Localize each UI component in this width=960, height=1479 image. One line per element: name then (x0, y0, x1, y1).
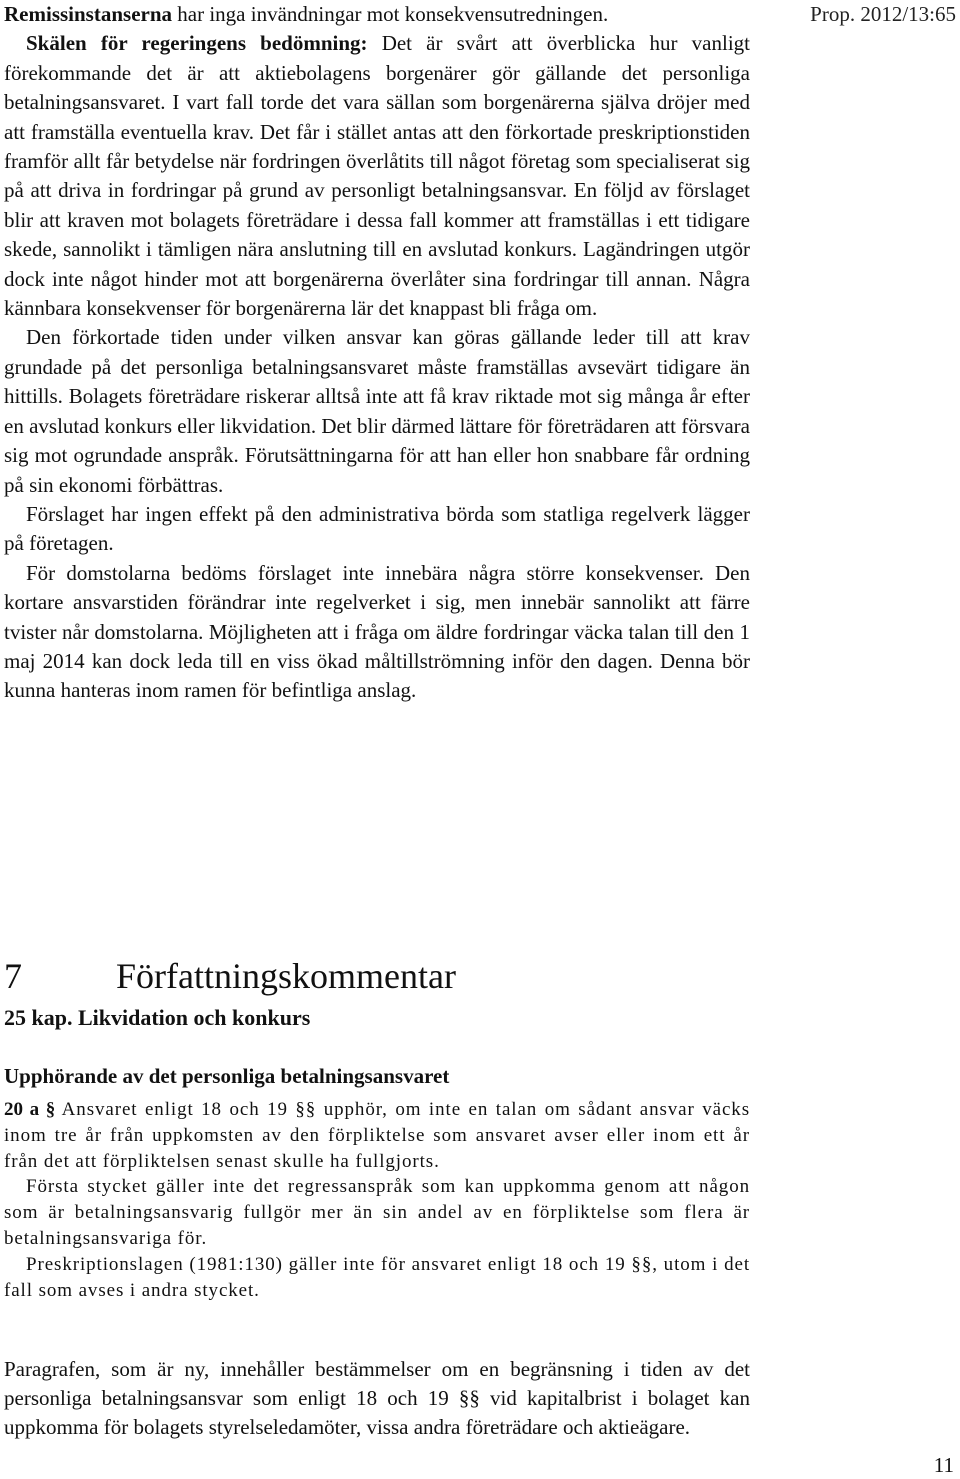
paragraph-lead-label: Skälen för regeringens bedömning: (26, 31, 368, 56)
chapter-number: 7 (4, 956, 22, 997)
statute-paragraph-1 (4, 1097, 750, 1174)
chapter-heading (4, 954, 750, 998)
paragraph-shortened-time: Den förkortade tiden under vilken ansvar kan göras gällande leder till att krav grundade på det personliga betalningsansvaret måste framställas avsevärt tidigare än hittills. Bolagets företrädare riskerar alltså inte att få krav riktade mot sig många år efter en avslutad konkurs eller likvidation. Det blir därmed lättare för företrädaren att försvara sig mot ogrundade anspråk. Förutsättningarna för att han eller hon snabbare får ordning på sin ekonomi förbättras. (4, 325, 750, 497)
paragraph-text: har inga invändningar mot konsekvensutredningen. (172, 2, 609, 26)
paragraph-administrative-burden: Förslaget har ingen effekt på den administrativa börda som statliga regelverk lägger på företagen. (4, 501, 750, 556)
section-subheading: Upphörande av det personliga betalningsansvaret (4, 1064, 450, 1088)
proposition-reference: Prop. 2012/13:65 (810, 2, 956, 26)
paragraph-lead-label: Remissinstanserna (4, 2, 173, 26)
body-text (4, 0, 750, 706)
page-number: 11 (933, 1453, 954, 1477)
commentary-paragraph: Paragrafen, som är ny, innehåller bestämmelser om en begränsning i tiden av det personliga betalningsansvar som enligt 18 och 19 §§ vid kapitalbrist i bolaget kan uppkomma för bolagets styrelseledamöter, vissa andra företrädare och aktieägare. (4, 1357, 750, 1439)
section-heading: 25 kap. Likvidation och konkurs (4, 1005, 311, 1030)
paragraph-text: Det är svårt att överblicka hur vanligt förekommande det är att aktiebolagens borgenärer gör gällande det personliga betalningsansvaret. I vart fall torde det vara sällan som borgenärerna själva dröjer med att framställa eventuella krav. Det får i stället antas att den förkortade preskriptionstiden framför allt får betydelse när fordringen överlåtits till något företag som specialiserat sig på att driva in fordringar på grund av personligt betalningsansvar. En följd av förslaget blir att kraven mot bolagets företrädare i dessa fall kommer att framställas i ett tidigare skede, sannolikt i tämligen nära anslutning till en avslutad konkurs. Lagändringen utgör dock inte något hinder mot att borgenärerna överlåter sina fordringar till annan. Några kännbara konsekvenser för borgenärerna lär det knappast bli fråga om. (4, 31, 751, 321)
statute-text (4, 1097, 750, 1303)
statute-text-first: Ansvaret enligt 18 och 19 §§ upphör, om inte en talan om sådant ansvar väcks inom tre år från uppkomsten av den förpliktelse som ansvaret avser eller inom ett år från det att förpliktelsen senast skulle ha fullgjorts. (4, 1099, 750, 1172)
statute-paragraph-2: Första stycket gäller inte det regressanspråk som kan uppkomma genom att någon som är betalningsansvarig fullgör mer än sin andel av en förpliktelse som flera är betalningsansvariga för. (4, 1176, 750, 1249)
commentary (4, 1355, 750, 1441)
paragraph-referral-bodies (4, 0, 750, 29)
chapter-title: Författningskommentar (116, 956, 456, 997)
paragraph-government-reasons (4, 29, 750, 323)
paragraph-courts: För domstolarna bedöms förslaget inte innebära några större konsekvenser. Den kortare ansvarstiden förändrar inte regelverket i sig, men innebär sannolikt att färre tvister når domstolarna. Möjligheten att i fråga om äldre fordringar väcka talan till den 1 maj 2014 kan dock leda till en viss ökad måltillströmning inför den dagen. Denna bör kunna hanteras inom ramen för befintliga anslag. (4, 560, 750, 703)
statute-section-number: 20 a § (4, 1099, 56, 1120)
statute-paragraph-3: Preskriptionslagen (1981:130) gäller inte för ansvaret enligt 18 och 19 §§, utom i det fall som avses i andra stycket. (4, 1253, 750, 1301)
